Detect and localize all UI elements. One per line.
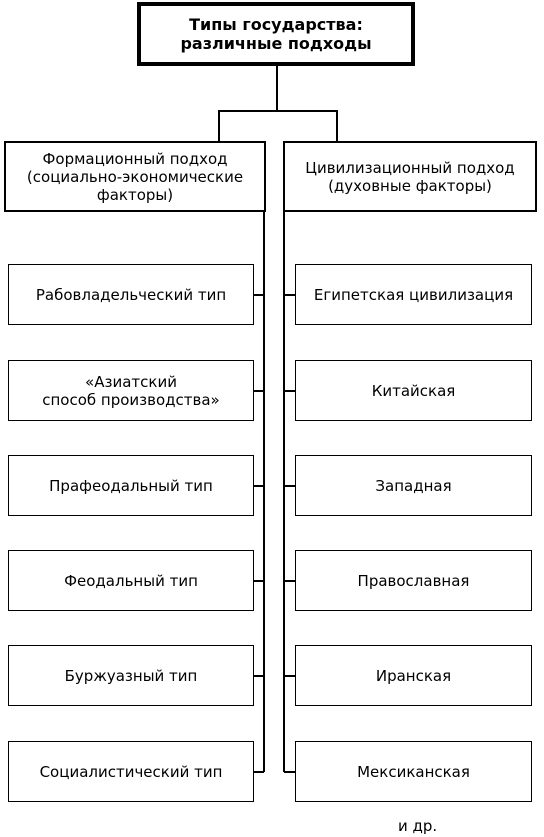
left-tick-line bbox=[254, 294, 264, 296]
right-branch-drop-line bbox=[336, 110, 338, 141]
right-tick-line bbox=[284, 390, 295, 392]
right-tick-line bbox=[284, 675, 295, 677]
node-iranian: Иранская bbox=[295, 645, 532, 706]
node-prafeudal-type: Прафеодальный тип bbox=[8, 455, 254, 516]
left-branch-drop-line bbox=[218, 110, 220, 141]
node-socialist-type: Социалистический тип bbox=[8, 741, 254, 802]
node-asiatic-mode: «Азиатский способ производства» bbox=[8, 360, 254, 421]
root-connector-line bbox=[276, 66, 278, 111]
node-civilizational-approach: Цивилизационный подход (духовные факторы) bbox=[283, 141, 537, 212]
left-tick-line bbox=[254, 485, 264, 487]
root-node-state-types: Типы государства: различные подходы bbox=[137, 2, 415, 66]
node-feudal-type: Феодальный тип bbox=[8, 550, 254, 611]
left-tick-line bbox=[254, 580, 264, 582]
right-tick-line bbox=[284, 294, 295, 296]
node-egyptian-civilization: Египетская цивилизация bbox=[295, 264, 532, 325]
node-mexican: Мексиканская bbox=[295, 741, 532, 802]
branch-connector-line bbox=[218, 110, 338, 112]
right-tick-line bbox=[284, 580, 295, 582]
node-western: Западная bbox=[295, 455, 532, 516]
right-tick-line bbox=[284, 771, 295, 773]
node-bourgeois-type: Буржуазный тип bbox=[8, 645, 254, 706]
left-spine-line bbox=[263, 212, 265, 772]
left-tick-line bbox=[254, 675, 264, 677]
left-tick-line bbox=[254, 771, 264, 773]
right-spine-line bbox=[283, 212, 285, 772]
node-formational-approach: Формационный подход (социально-экономические факторы) bbox=[4, 141, 266, 212]
right-tick-line bbox=[284, 485, 295, 487]
node-chinese: Китайская bbox=[295, 360, 532, 421]
node-orthodox: Православная bbox=[295, 550, 532, 611]
node-slave-owning-type: Рабовладельческий тип bbox=[8, 264, 254, 325]
left-tick-line bbox=[254, 390, 264, 392]
etc-note: и др. bbox=[398, 817, 438, 835]
